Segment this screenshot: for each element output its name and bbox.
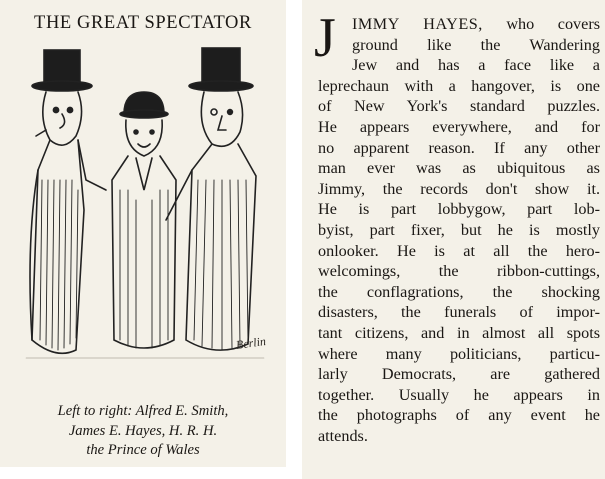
article-line: He appears everywhere, and for	[318, 117, 600, 136]
lead-in: IMMY HAYES,	[352, 15, 483, 33]
article-line: onlooker. He is at all the hero-	[318, 241, 600, 260]
article-line: the conflagrations, the shocking	[318, 282, 600, 301]
illustration-caption	[0, 402, 286, 461]
caption-line: Left to right: Alfred E. Smith,	[57, 403, 229, 419]
article-line: Jimmy, the records don't show it.	[318, 179, 600, 198]
drop-cap: J	[314, 7, 336, 69]
article-line: of New York's standard puzzles.	[318, 97, 600, 116]
article-line: leprechaun with a hangover, is one	[318, 76, 600, 95]
article-line: larly Democrats, are gathered	[318, 365, 600, 384]
article-line: man ever was as ubiquitous as	[318, 159, 600, 178]
artist-signature: Berlin	[235, 333, 267, 353]
figure-right	[166, 48, 256, 350]
article-line: where many politicians, particu-	[318, 344, 600, 363]
article-line: no apparent reason. If any other	[318, 138, 600, 157]
article-line: tant citizens, and in almost all spots	[318, 323, 600, 342]
article-line: the photographs of any event he	[318, 406, 600, 425]
article-line: byist, part fixer, but he is mostly	[318, 220, 600, 239]
figure-left	[30, 50, 106, 353]
article-line: ground like the Wandering	[352, 35, 600, 54]
article-line: together. Usually he appears in	[318, 385, 600, 404]
article-body	[318, 14, 600, 446]
article-line: disasters, the funerals of impor-	[318, 303, 600, 322]
article-line: IMMY HAYES, who covers	[352, 15, 601, 33]
caption-line: James E. Hayes, H. R. H.	[68, 422, 218, 439]
article-line: welcomings, the ribbon-cuttings,	[318, 262, 600, 281]
article-line: Jew and has a face like a	[352, 56, 600, 75]
article-line: attends.	[318, 426, 368, 445]
article-line: He is part lobbygow, part lob-	[318, 200, 600, 219]
caption-line: the Prince of Wales	[86, 442, 200, 458]
page-title: THE GREAT SPECTATOR	[34, 13, 252, 33]
